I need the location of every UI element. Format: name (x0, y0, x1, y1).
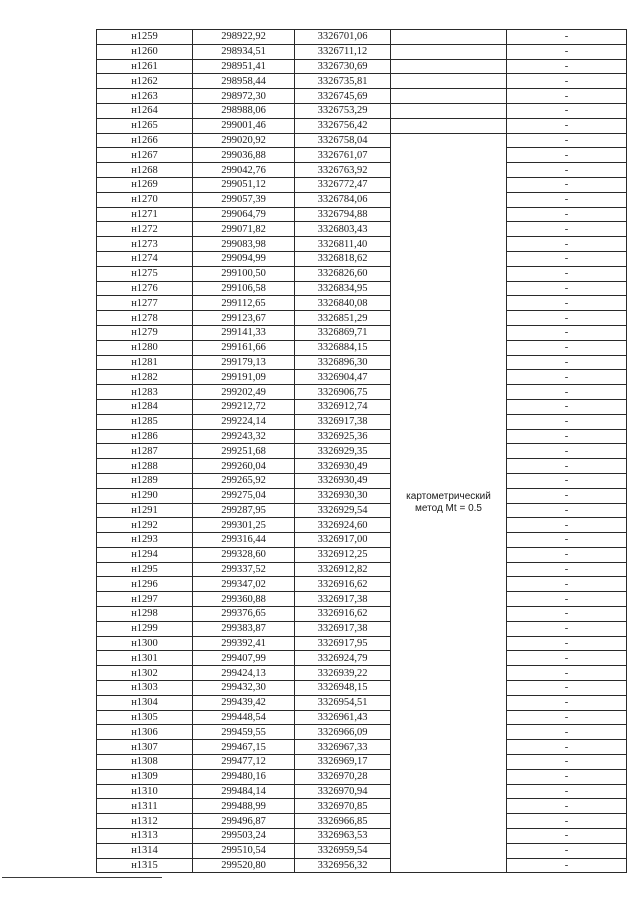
dash-cell: - (507, 44, 627, 59)
dash-cell: - (507, 103, 627, 118)
table-row (97, 725, 627, 740)
table-row (97, 562, 627, 577)
y-coordinate-cell: 3326730,69 (295, 59, 391, 74)
point-id-cell: н1290 (97, 488, 193, 503)
dash-cell: - (507, 829, 627, 844)
dash-cell: - (507, 636, 627, 651)
dash-cell: - (507, 89, 627, 104)
x-coordinate-cell: 298934,51 (193, 44, 295, 59)
dash-cell: - (507, 562, 627, 577)
x-coordinate-cell: 299020,92 (193, 133, 295, 148)
dash-cell: - (507, 666, 627, 681)
y-coordinate-cell: 3326917,38 (295, 592, 391, 607)
dash-cell: - (507, 133, 627, 148)
dash-cell: - (507, 163, 627, 178)
table-row (97, 518, 627, 533)
point-id-cell: н1262 (97, 74, 193, 89)
x-coordinate-cell: 298958,44 (193, 74, 295, 89)
table-row (97, 222, 627, 237)
point-id-cell: н1284 (97, 399, 193, 414)
table-row (97, 444, 627, 459)
dash-cell: - (507, 725, 627, 740)
table-row (97, 414, 627, 429)
point-id-cell: н1314 (97, 843, 193, 858)
x-coordinate-cell: 299520,80 (193, 858, 295, 873)
x-coordinate-cell: 299051,12 (193, 177, 295, 192)
point-id-cell: н1300 (97, 636, 193, 651)
point-id-cell: н1292 (97, 518, 193, 533)
x-coordinate-cell: 299243,32 (193, 429, 295, 444)
dash-cell: - (507, 814, 627, 829)
y-coordinate-cell: 3326912,82 (295, 562, 391, 577)
y-coordinate-cell: 3326745,69 (295, 89, 391, 104)
dash-cell: - (507, 695, 627, 710)
x-coordinate-cell: 299432,30 (193, 681, 295, 696)
point-id-cell: н1283 (97, 385, 193, 400)
x-coordinate-cell: 299179,13 (193, 355, 295, 370)
y-coordinate-cell: 3326735,81 (295, 74, 391, 89)
y-coordinate-cell: 3326970,85 (295, 799, 391, 814)
y-coordinate-cell: 3326840,08 (295, 296, 391, 311)
y-coordinate-cell: 3326904,47 (295, 370, 391, 385)
y-coordinate-cell: 3326826,60 (295, 266, 391, 281)
table-row (97, 755, 627, 770)
table-row (97, 814, 627, 829)
point-id-cell: н1263 (97, 89, 193, 104)
point-id-cell: н1280 (97, 340, 193, 355)
table-row (97, 784, 627, 799)
method-cell-empty (391, 30, 507, 45)
coordinates-table-body (97, 30, 627, 873)
y-coordinate-cell: 3326912,25 (295, 547, 391, 562)
y-coordinate-cell: 3326711,12 (295, 44, 391, 59)
point-id-cell: н1315 (97, 858, 193, 873)
x-coordinate-cell: 299407,99 (193, 651, 295, 666)
table-row (97, 607, 627, 622)
x-coordinate-cell: 299036,88 (193, 148, 295, 163)
dash-cell: - (507, 592, 627, 607)
y-coordinate-cell: 3326961,43 (295, 710, 391, 725)
point-id-cell: н1273 (97, 237, 193, 252)
table-row (97, 177, 627, 192)
table-row (97, 44, 627, 59)
table-row (97, 325, 627, 340)
x-coordinate-cell: 299347,02 (193, 577, 295, 592)
point-id-cell: н1299 (97, 621, 193, 636)
y-coordinate-cell: 3326916,62 (295, 577, 391, 592)
dash-cell: - (507, 59, 627, 74)
x-coordinate-cell: 299287,95 (193, 503, 295, 518)
table-row (97, 858, 627, 873)
point-id-cell: н1295 (97, 562, 193, 577)
y-coordinate-cell: 3326929,54 (295, 503, 391, 518)
x-coordinate-cell: 299392,41 (193, 636, 295, 651)
table-row (97, 148, 627, 163)
point-id-cell: н1307 (97, 740, 193, 755)
dash-cell: - (507, 651, 627, 666)
x-coordinate-cell: 299360,88 (193, 592, 295, 607)
point-id-cell: н1287 (97, 444, 193, 459)
point-id-cell: н1278 (97, 311, 193, 326)
dash-cell: - (507, 429, 627, 444)
point-id-cell: н1291 (97, 503, 193, 518)
dash-cell: - (507, 488, 627, 503)
point-id-cell: н1268 (97, 163, 193, 178)
y-coordinate-cell: 3326834,95 (295, 281, 391, 296)
x-coordinate-cell: 299488,99 (193, 799, 295, 814)
x-coordinate-cell: 299106,58 (193, 281, 295, 296)
point-id-cell: н1310 (97, 784, 193, 799)
table-row (97, 266, 627, 281)
table-row (97, 695, 627, 710)
y-coordinate-cell: 3326917,38 (295, 621, 391, 636)
table-row (97, 192, 627, 207)
x-coordinate-cell: 299424,13 (193, 666, 295, 681)
y-coordinate-cell: 3326753,29 (295, 103, 391, 118)
point-id-cell: н1304 (97, 695, 193, 710)
x-coordinate-cell: 299083,98 (193, 237, 295, 252)
dash-cell: - (507, 799, 627, 814)
dash-cell: - (507, 222, 627, 237)
x-coordinate-cell: 298922,92 (193, 30, 295, 45)
x-coordinate-cell: 298972,30 (193, 89, 295, 104)
x-coordinate-cell: 299141,33 (193, 325, 295, 340)
table-row (97, 666, 627, 681)
y-coordinate-cell: 3326772,47 (295, 177, 391, 192)
dash-cell: - (507, 681, 627, 696)
y-coordinate-cell: 3326756,42 (295, 118, 391, 133)
y-coordinate-cell: 3326969,17 (295, 755, 391, 770)
x-coordinate-cell: 299251,68 (193, 444, 295, 459)
dash-cell: - (507, 355, 627, 370)
y-coordinate-cell: 3326884,15 (295, 340, 391, 355)
x-coordinate-cell: 299337,52 (193, 562, 295, 577)
dash-cell: - (507, 503, 627, 518)
dash-cell: - (507, 784, 627, 799)
y-coordinate-cell: 3326970,94 (295, 784, 391, 799)
x-coordinate-cell: 299480,16 (193, 769, 295, 784)
x-coordinate-cell: 299467,15 (193, 740, 295, 755)
point-id-cell: н1271 (97, 207, 193, 222)
point-id-cell: н1260 (97, 44, 193, 59)
dash-cell: - (507, 755, 627, 770)
x-coordinate-cell: 299265,92 (193, 473, 295, 488)
table-row (97, 207, 627, 222)
point-id-cell: н1261 (97, 59, 193, 74)
y-coordinate-cell: 3326851,29 (295, 311, 391, 326)
x-coordinate-cell: 299042,76 (193, 163, 295, 178)
y-coordinate-cell: 3326930,49 (295, 459, 391, 474)
x-coordinate-cell: 299057,39 (193, 192, 295, 207)
x-coordinate-cell: 299064,79 (193, 207, 295, 222)
point-id-cell: н1277 (97, 296, 193, 311)
y-coordinate-cell: 3326948,15 (295, 681, 391, 696)
dash-cell: - (507, 148, 627, 163)
y-coordinate-cell: 3326930,49 (295, 473, 391, 488)
point-id-cell: н1285 (97, 414, 193, 429)
y-coordinate-cell: 3326959,54 (295, 843, 391, 858)
x-coordinate-cell: 299316,44 (193, 533, 295, 548)
point-id-cell: н1267 (97, 148, 193, 163)
point-id-cell: н1305 (97, 710, 193, 725)
table-row (97, 681, 627, 696)
point-id-cell: н1274 (97, 251, 193, 266)
table-row (97, 370, 627, 385)
method-cell: картометрический метод Mt = 0.5 (391, 133, 507, 873)
table-row (97, 133, 627, 148)
y-coordinate-cell: 3326811,40 (295, 237, 391, 252)
dash-cell: - (507, 251, 627, 266)
x-coordinate-cell: 299224,14 (193, 414, 295, 429)
y-coordinate-cell: 3326896,30 (295, 355, 391, 370)
point-id-cell: н1293 (97, 533, 193, 548)
table-row (97, 399, 627, 414)
dash-cell: - (507, 533, 627, 548)
method-cell-empty (391, 74, 507, 89)
y-coordinate-cell: 3326818,62 (295, 251, 391, 266)
point-id-cell: н1281 (97, 355, 193, 370)
x-coordinate-cell: 299383,87 (193, 621, 295, 636)
dash-cell: - (507, 740, 627, 755)
point-id-cell: н1282 (97, 370, 193, 385)
y-coordinate-cell: 3326869,71 (295, 325, 391, 340)
y-coordinate-cell: 3326956,32 (295, 858, 391, 873)
dash-cell: - (507, 607, 627, 622)
method-cell-empty (391, 103, 507, 118)
x-coordinate-cell: 299376,65 (193, 607, 295, 622)
table-row (97, 710, 627, 725)
method-cell-empty (391, 59, 507, 74)
dash-cell: - (507, 858, 627, 873)
table-row (97, 829, 627, 844)
dash-cell: - (507, 399, 627, 414)
point-id-cell: н1294 (97, 547, 193, 562)
point-id-cell: н1265 (97, 118, 193, 133)
table-row (97, 843, 627, 858)
table-row (97, 311, 627, 326)
table-row (97, 251, 627, 266)
point-id-cell: н1276 (97, 281, 193, 296)
point-id-cell: н1298 (97, 607, 193, 622)
y-coordinate-cell: 3326701,06 (295, 30, 391, 45)
dash-cell: - (507, 30, 627, 45)
point-id-cell: н1270 (97, 192, 193, 207)
y-coordinate-cell: 3326966,85 (295, 814, 391, 829)
table-row (97, 740, 627, 755)
dash-cell: - (507, 621, 627, 636)
y-coordinate-cell: 3326970,28 (295, 769, 391, 784)
dash-cell: - (507, 459, 627, 474)
dash-cell: - (507, 311, 627, 326)
table-row (97, 592, 627, 607)
point-id-cell: н1303 (97, 681, 193, 696)
y-coordinate-cell: 3326924,79 (295, 651, 391, 666)
x-coordinate-cell: 299328,60 (193, 547, 295, 562)
table-row (97, 281, 627, 296)
table-row (97, 459, 627, 474)
dash-cell: - (507, 769, 627, 784)
point-id-cell: н1264 (97, 103, 193, 118)
table-row (97, 769, 627, 784)
point-id-cell: н1308 (97, 755, 193, 770)
y-coordinate-cell: 3326906,75 (295, 385, 391, 400)
x-coordinate-cell: 299112,65 (193, 296, 295, 311)
y-coordinate-cell: 3326794,88 (295, 207, 391, 222)
dash-cell: - (507, 518, 627, 533)
table-row (97, 103, 627, 118)
x-coordinate-cell: 299071,82 (193, 222, 295, 237)
point-id-cell: н1302 (97, 666, 193, 681)
method-cell-empty (391, 89, 507, 104)
y-coordinate-cell: 3326929,35 (295, 444, 391, 459)
y-coordinate-cell: 3326803,43 (295, 222, 391, 237)
y-coordinate-cell: 3326758,04 (295, 133, 391, 148)
x-coordinate-cell: 299212,72 (193, 399, 295, 414)
table-row (97, 385, 627, 400)
dash-cell: - (507, 577, 627, 592)
point-id-cell: н1286 (97, 429, 193, 444)
x-coordinate-cell: 299275,04 (193, 488, 295, 503)
dash-cell: - (507, 370, 627, 385)
point-id-cell: н1272 (97, 222, 193, 237)
footnote-separator (2, 877, 162, 878)
dash-cell: - (507, 414, 627, 429)
table-row (97, 473, 627, 488)
y-coordinate-cell: 3326930,30 (295, 488, 391, 503)
table-row (97, 577, 627, 592)
x-coordinate-cell: 298951,41 (193, 59, 295, 74)
x-coordinate-cell: 298988,06 (193, 103, 295, 118)
y-coordinate-cell: 3326963,53 (295, 829, 391, 844)
x-coordinate-cell: 299459,55 (193, 725, 295, 740)
dash-cell: - (507, 547, 627, 562)
dash-cell: - (507, 192, 627, 207)
x-coordinate-cell: 299123,67 (193, 311, 295, 326)
dash-cell: - (507, 340, 627, 355)
x-coordinate-cell: 299477,12 (193, 755, 295, 770)
dash-cell: - (507, 177, 627, 192)
x-coordinate-cell: 299161,66 (193, 340, 295, 355)
point-id-cell: н1275 (97, 266, 193, 281)
dash-cell: - (507, 325, 627, 340)
point-id-cell: н1312 (97, 814, 193, 829)
point-id-cell: н1296 (97, 577, 193, 592)
table-row (97, 296, 627, 311)
dash-cell: - (507, 444, 627, 459)
x-coordinate-cell: 299191,09 (193, 370, 295, 385)
x-coordinate-cell: 299260,04 (193, 459, 295, 474)
y-coordinate-cell: 3326784,06 (295, 192, 391, 207)
y-coordinate-cell: 3326954,51 (295, 695, 391, 710)
dash-cell: - (507, 281, 627, 296)
table-row (97, 30, 627, 45)
y-coordinate-cell: 3326917,00 (295, 533, 391, 548)
table-row (97, 429, 627, 444)
y-coordinate-cell: 3326939,22 (295, 666, 391, 681)
dash-cell: - (507, 385, 627, 400)
table-row (97, 118, 627, 133)
x-coordinate-cell: 299202,49 (193, 385, 295, 400)
y-coordinate-cell: 3326966,09 (295, 725, 391, 740)
table-row (97, 340, 627, 355)
table-row (97, 503, 627, 518)
x-coordinate-cell: 299510,54 (193, 843, 295, 858)
dash-cell: - (507, 266, 627, 281)
table-row (97, 799, 627, 814)
table-row (97, 89, 627, 104)
y-coordinate-cell: 3326967,33 (295, 740, 391, 755)
point-id-cell: н1311 (97, 799, 193, 814)
y-coordinate-cell: 3326916,62 (295, 607, 391, 622)
dash-cell: - (507, 710, 627, 725)
method-cell-empty (391, 44, 507, 59)
dash-cell: - (507, 473, 627, 488)
x-coordinate-cell: 299448,54 (193, 710, 295, 725)
y-coordinate-cell: 3326925,36 (295, 429, 391, 444)
x-coordinate-cell: 299100,50 (193, 266, 295, 281)
y-coordinate-cell: 3326763,92 (295, 163, 391, 178)
x-coordinate-cell: 299496,87 (193, 814, 295, 829)
y-coordinate-cell: 3326761,07 (295, 148, 391, 163)
point-id-cell: н1297 (97, 592, 193, 607)
point-id-cell: н1269 (97, 177, 193, 192)
table-row (97, 74, 627, 89)
coordinates-table (96, 29, 627, 873)
x-coordinate-cell: 299503,24 (193, 829, 295, 844)
point-id-cell: н1259 (97, 30, 193, 45)
point-id-cell: н1266 (97, 133, 193, 148)
table-row (97, 621, 627, 636)
y-coordinate-cell: 3326924,60 (295, 518, 391, 533)
point-id-cell: н1306 (97, 725, 193, 740)
point-id-cell: н1301 (97, 651, 193, 666)
y-coordinate-cell: 3326912,74 (295, 399, 391, 414)
dash-cell: - (507, 296, 627, 311)
dash-cell: - (507, 843, 627, 858)
x-coordinate-cell: 299001,46 (193, 118, 295, 133)
y-coordinate-cell: 3326917,95 (295, 636, 391, 651)
point-id-cell: н1309 (97, 769, 193, 784)
table-row (97, 533, 627, 548)
x-coordinate-cell: 299484,14 (193, 784, 295, 799)
table-row (97, 237, 627, 252)
point-id-cell: н1313 (97, 829, 193, 844)
y-coordinate-cell: 3326917,38 (295, 414, 391, 429)
table-row (97, 355, 627, 370)
point-id-cell: н1288 (97, 459, 193, 474)
dash-cell: - (507, 207, 627, 222)
table-row (97, 651, 627, 666)
table-row (97, 488, 627, 503)
method-cell-empty (391, 118, 507, 133)
x-coordinate-cell: 299301,25 (193, 518, 295, 533)
dash-cell: - (507, 118, 627, 133)
point-id-cell: н1279 (97, 325, 193, 340)
table-row (97, 547, 627, 562)
dash-cell: - (507, 237, 627, 252)
x-coordinate-cell: 299439,42 (193, 695, 295, 710)
table-row (97, 163, 627, 178)
x-coordinate-cell: 299094,99 (193, 251, 295, 266)
point-id-cell: н1289 (97, 473, 193, 488)
table-row (97, 636, 627, 651)
table-row (97, 59, 627, 74)
dash-cell: - (507, 74, 627, 89)
